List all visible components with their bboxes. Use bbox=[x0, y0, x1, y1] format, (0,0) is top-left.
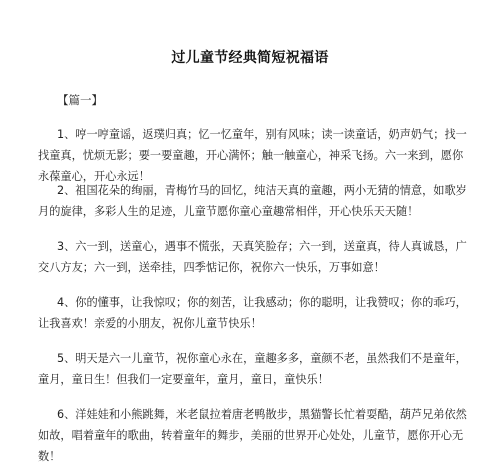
paragraph-5: 5、明天是六一儿童节，祝你童心永在，童趣多多，童颜不老，虽然我们不是童年，童月，童日生！但我们一定要童年，童月，童日，童快乐！ bbox=[38, 352, 467, 386]
section-label: 【篇一】 bbox=[57, 93, 103, 107]
paragraph-3: 3、六一到，送童心，遇事不慌张，天真笑脸存；六一到，送童真，待人真诚恳，广交八方友；六一到，送牵挂，四季惦记你，祝你六一快乐，万事如意！ bbox=[38, 240, 467, 274]
paragraph-6: 6、洋娃娃和小熊跳舞，米老鼠拉着唐老鸭散步，黑猫警长忙着耍酷，葫芦兄弟依然如故，唱着童年的歌曲，转着童年的舞步，美丽的世界开心处处，儿童节，愿你开心无数！ bbox=[38, 408, 467, 463]
paragraph-2: 2、祖国花朵的绚丽，青梅竹马的回忆，纯洁天真的童趣，两小无猜的情意，如歌岁月的旋律，多彩人生的足迹，儿童节愿你童心童趣常相伴，开心快乐天天随！ bbox=[38, 184, 467, 218]
paragraph-4: 4、你的懂事，让我惊叹；你的刻苦，让我感动；你的聪明，让我赞叹；你的乖巧，让我喜欢！亲爱的小朋友，祝你儿童节快乐！ bbox=[38, 296, 467, 330]
document-title: 过儿童节经典简短祝福语 bbox=[171, 50, 329, 66]
paragraph-1: 1、哼一哼童谣，返璞归真；忆一忆童年，别有风味；读一读童话，奶声奶气；找一找童真，忧烦无影；要一要童趣，开心满怀；触一触童心，神采飞扬。六一来到，愿你永葆童心，开心永远！ bbox=[38, 128, 467, 183]
